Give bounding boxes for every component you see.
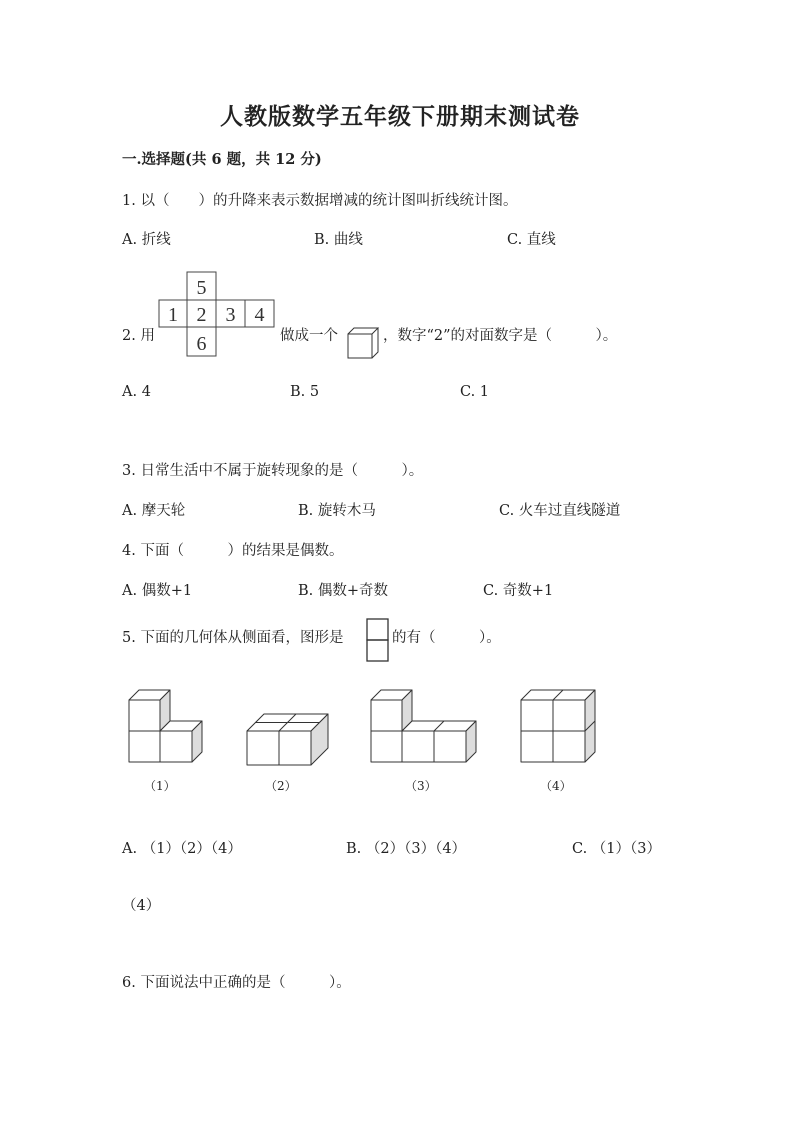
question-4-option-c[interactable]: C. 奇数+1 bbox=[483, 583, 554, 599]
figure-label-1: （1） bbox=[144, 779, 176, 793]
question-2-option-b[interactable]: B. 5 bbox=[290, 384, 320, 400]
question-4-option-b[interactable]: B. 偶数+奇数 bbox=[298, 583, 389, 599]
cube-figure-2 bbox=[246, 712, 336, 768]
question-4-text: 4. 下面（ ）的结果是偶数。 bbox=[122, 543, 344, 559]
question-3-text: 3. 日常生活中不属于旋转现象的是（ ）。 bbox=[122, 463, 424, 479]
question-5-option-c[interactable]: C. （1）（3） bbox=[572, 841, 661, 857]
question-2-suffix: ，数字“2”的对面数字是（ ）。 bbox=[383, 328, 618, 344]
cube-icon bbox=[346, 326, 380, 360]
figure-label-4: （4） bbox=[540, 779, 572, 793]
question-3-option-a[interactable]: A. 摩天轮 bbox=[122, 503, 186, 519]
net-face-3: 3 bbox=[225, 304, 236, 326]
question-3-option-b[interactable]: B. 旋转木马 bbox=[298, 503, 376, 519]
cube-net-figure bbox=[157, 270, 277, 360]
figure-label-2: （2） bbox=[265, 779, 297, 793]
question-2-option-a[interactable]: A. 4 bbox=[122, 384, 151, 400]
side-view-shape-icon bbox=[366, 618, 390, 664]
question-1-text: 1. 以（ ）的升降来表示数据增减的统计图叫折线统计图。 bbox=[122, 193, 518, 209]
net-face-4: 4 bbox=[254, 304, 265, 326]
question-5-option-b[interactable]: B. （2）（3）（4） bbox=[346, 841, 467, 857]
net-face-2: 2 bbox=[196, 304, 207, 326]
question-2-middle: 做成一个 bbox=[280, 328, 338, 344]
question-5-option-a[interactable]: A. （1）（2）（4） bbox=[122, 841, 242, 857]
question-5-suffix: 的有（ ）。 bbox=[392, 630, 501, 646]
question-5-prefix: 5. 下面的几何体从侧面看，图形是 bbox=[122, 630, 344, 646]
question-1-option-a[interactable]: A. 折线 bbox=[122, 232, 171, 248]
question-2-prefix: 2. 用 bbox=[122, 328, 155, 344]
question-1-option-c[interactable]: C. 直线 bbox=[507, 232, 556, 248]
page-title: 人教版数学五年级下册期末测试卷 bbox=[220, 103, 580, 130]
section-heading: 一.选择题(共 6 题，共 12 分) bbox=[122, 151, 322, 168]
cube-figure-3 bbox=[370, 688, 482, 768]
question-6-text: 6. 下面说法中正确的是（ ）。 bbox=[122, 975, 351, 991]
cube-figure-1 bbox=[128, 688, 208, 768]
net-face-1: 1 bbox=[168, 304, 178, 326]
figure-label-3: （3） bbox=[405, 779, 437, 793]
cube-figure-4 bbox=[520, 688, 602, 768]
question-3-option-c[interactable]: C. 火车过直线隧道 bbox=[499, 503, 621, 519]
question-5-option-c-continued: （4） bbox=[122, 898, 161, 914]
question-4-option-a[interactable]: A. 偶数+1 bbox=[122, 583, 193, 599]
question-1-option-b[interactable]: B. 曲线 bbox=[314, 232, 363, 248]
net-face-top: 5 bbox=[196, 277, 207, 299]
net-face-bottom: 6 bbox=[196, 333, 207, 355]
question-2-option-c[interactable]: C. 1 bbox=[460, 384, 490, 400]
